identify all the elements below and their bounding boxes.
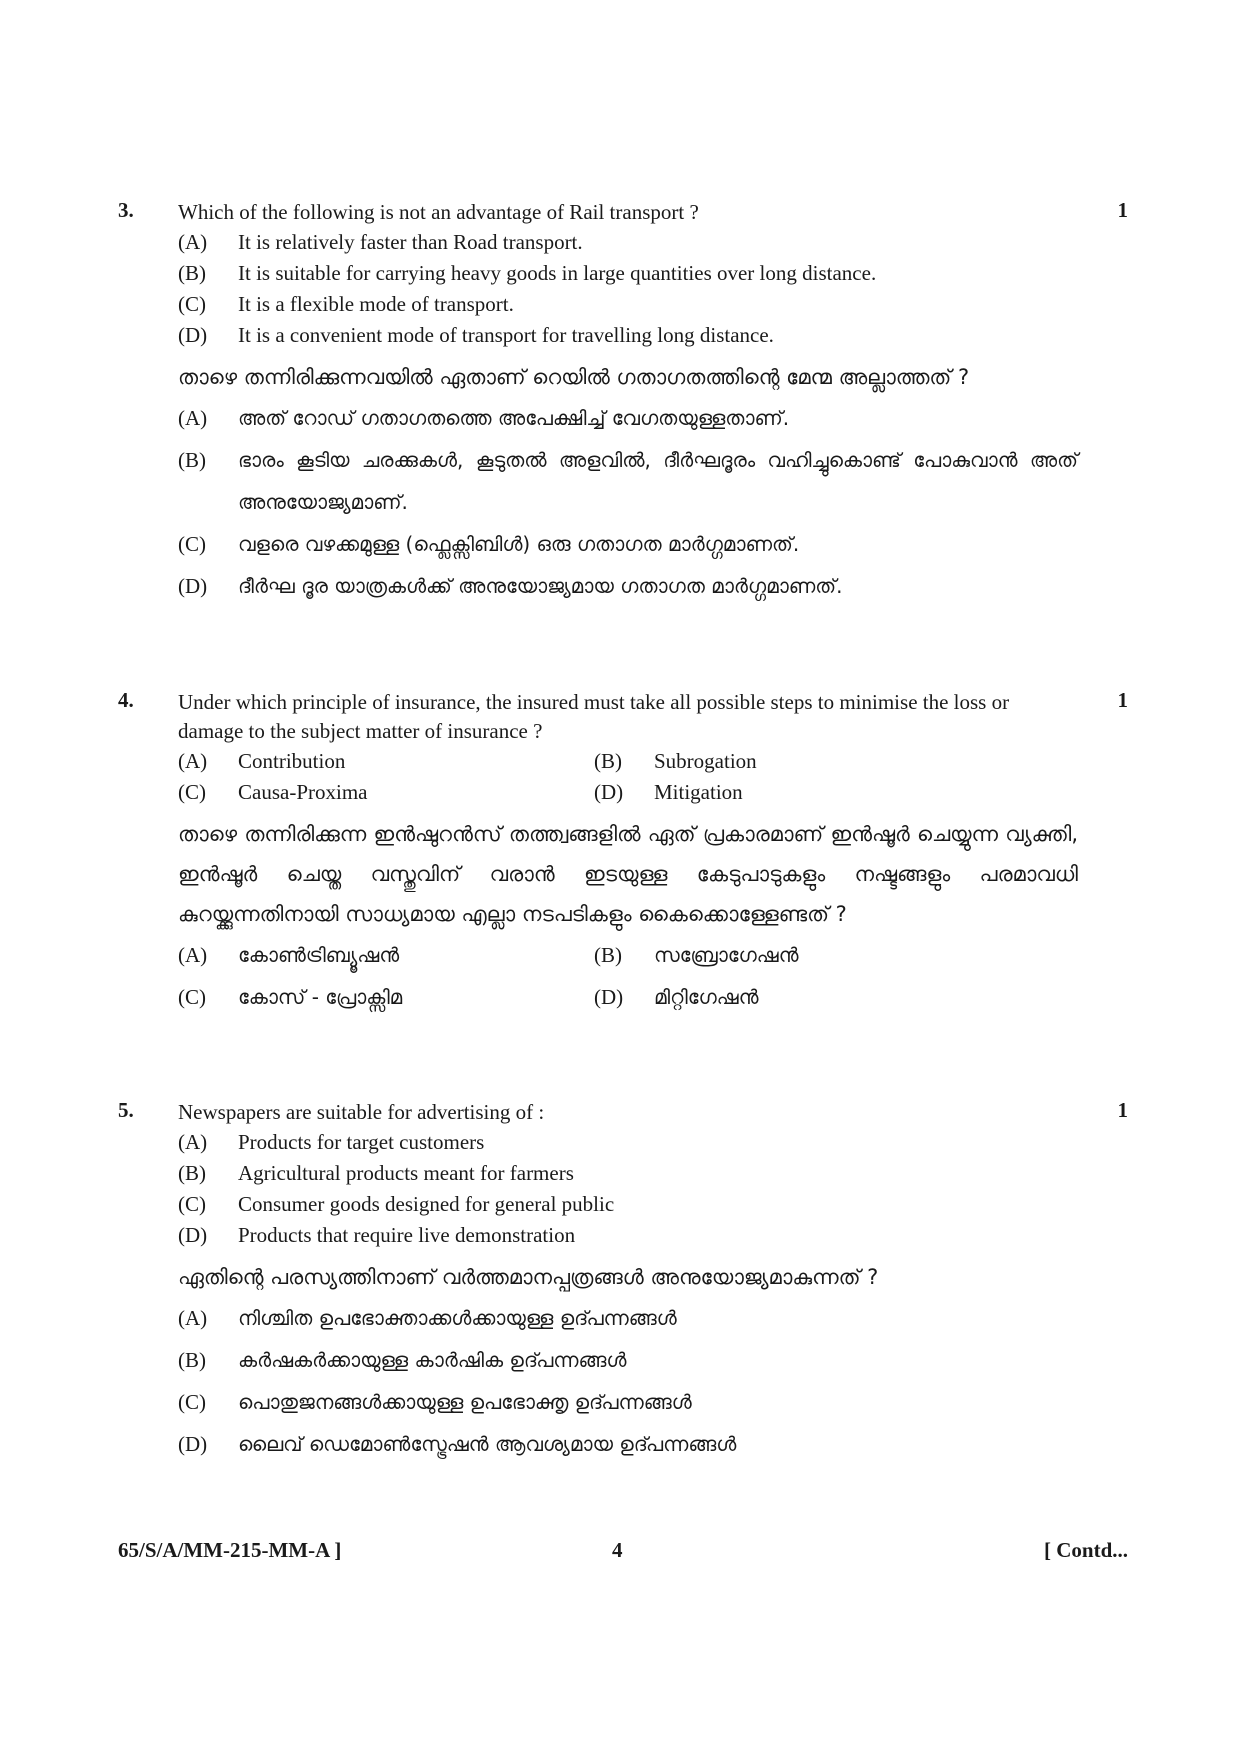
option-b-malayalam: (B) ഭാരം കൂടിയ ചരക്കുകൾ, കൂടുതൽ അളവിൽ, ദീർഘദൂരം വഹിച്ചുകൊണ്ട് പോകുവാൻ അത് അനുയോജ്യമാണ്. [178, 448, 1078, 514]
option-a-malayalam: (A) അത് റോഡ് ഗതാഗതത്തെ അപേക്ഷിച്ച് വേഗതയുള്ളതാണ്. [178, 406, 790, 430]
option-a-malayalam: (A) നിശ്ചിത ഉപഭോക്താക്കൾക്കായുള്ള ഉദ്പന്നങ്ങൾ [178, 1306, 677, 1330]
option-c-english: (C) It is a flexible mode of transport. [178, 292, 514, 316]
question-text-english: Under which principle of insurance, the insured must take all possible steps to minimise the loss or damage to the subject matter of insurance ? [178, 690, 1010, 743]
options-row-cd-english [178, 777, 1078, 808]
option-d-english: (D) It is a convenient mode of transport for travelling long distance. [178, 323, 774, 347]
option-d-malayalam: (D) ലൈവ് ഡെമോൺസ്ട്രേഷൻ ആവശ്യമായ ഉദ്പന്നങ്ങൾ [178, 1432, 737, 1456]
option-b-english: (B) Agricultural products meant for farmers [178, 1161, 574, 1185]
option-a-malayalam: (A) കോൺട്രിബ്യൂഷൻ [178, 943, 400, 967]
option-b-malayalam: (B) കർഷകർക്കായുള്ള കാർഷിക ഉദ്പന്നങ്ങൾ [178, 1348, 627, 1372]
option-b-malayalam: (B) സബ്രോഗേഷൻ [594, 943, 799, 967]
option-c-english: (C) Causa-Proxima [178, 780, 368, 804]
option-d-english: (D) Mitigation [594, 780, 743, 804]
option-c-malayalam: (C) വളരെ വഴക്കമുള്ള (ഫ്ലെക്സിബിൾ) ഒരു ഗതാഗത മാർഗ്ഗമാണത്. [178, 532, 800, 556]
options-row-ab-english [178, 746, 1078, 777]
exam-code: 65/S/A/MM-215-MM-A ] [118, 1538, 342, 1562]
question-number: 4. [118, 688, 134, 712]
question-text-malayalam: താഴെ തന്നിരിക്കുന്ന ഇൻഷുറൻസ് തത്ത്വങ്ങളിൽ ഏത് പ്രകാരമാണ് ഇൻഷൂർ ചെയ്യുന്ന വ്യക്തി, ഇൻഷൂർ ചെയ്ത വസ്തുവിന് വരാൻ ഇടയുള്ള കേടുപാടുകളും നഷ്ടങ്ങളും പരമാവധി കുറയ്ക്കുന്നതിനായി സാധ്യമായ എല്ലാ നടപടികളും കൈക്കൊള്ളേണ്ടത് ? [178, 822, 1078, 926]
continued-label: [ Contd... [1043, 1538, 1128, 1562]
question-number: 3. [118, 198, 134, 222]
option-d-malayalam: (D) ദീർഘ ദൂര യാത്രകൾക്ക് അനുയോജ്യമായ ഗതാഗത മാർഗ്ഗമാണത്. [178, 574, 843, 598]
option-d-english: (D) Products that require live demonstration [178, 1223, 576, 1247]
question-marks: 1 [1117, 688, 1128, 712]
options-row-ab-malayalam [178, 934, 1078, 976]
page-number: 4 [612, 1538, 623, 1562]
option-a-english: (A) Products for target customers [178, 1130, 485, 1154]
question-text-malayalam: ഏതിന്റെ പരസ്യത്തിനാണ് വർത്തമാനപ്പത്രങ്ങൾ അനുയോജ്യമാകുന്നത് ? [178, 1265, 879, 1289]
question-marks: 1 [1117, 1098, 1128, 1122]
question-text-malayalam: താഴെ തന്നിരിക്കുന്നവയിൽ ഏതാണ് റെയിൽ ഗതാഗതത്തിന്റെ മേന്മ അല്ലാത്തത് ? [178, 365, 970, 389]
option-b-english: (B) Subrogation [594, 749, 757, 773]
option-c-malayalam: (C) പൊതുജനങ്ങൾക്കായുള്ള ഉപഭോക്തൃ ഉദ്പന്നങ്ങൾ [178, 1390, 692, 1414]
option-d-malayalam: (D) മിറ്റിഗേഷൻ [594, 985, 759, 1009]
question-text-english: Newspapers are suitable for advertising of : [178, 1100, 545, 1124]
option-c-malayalam: (C) കോസ് - പ്രോക്സിമ [178, 985, 403, 1009]
question-number: 5. [118, 1098, 134, 1122]
options-row-cd-malayalam [178, 976, 1078, 1018]
option-b-english: (B) It is suitable for carrying heavy goods in large quantities over long distance. [178, 261, 877, 285]
option-a-english: (A) It is relatively faster than Road transport. [178, 230, 583, 254]
question-marks: 1 [1117, 198, 1128, 222]
option-a-english: (A) Contribution [178, 749, 346, 773]
option-c-english: (C) Consumer goods designed for general public [178, 1192, 615, 1216]
question-text-english: Which of the following is not an advantage of Rail transport ? [178, 200, 699, 224]
